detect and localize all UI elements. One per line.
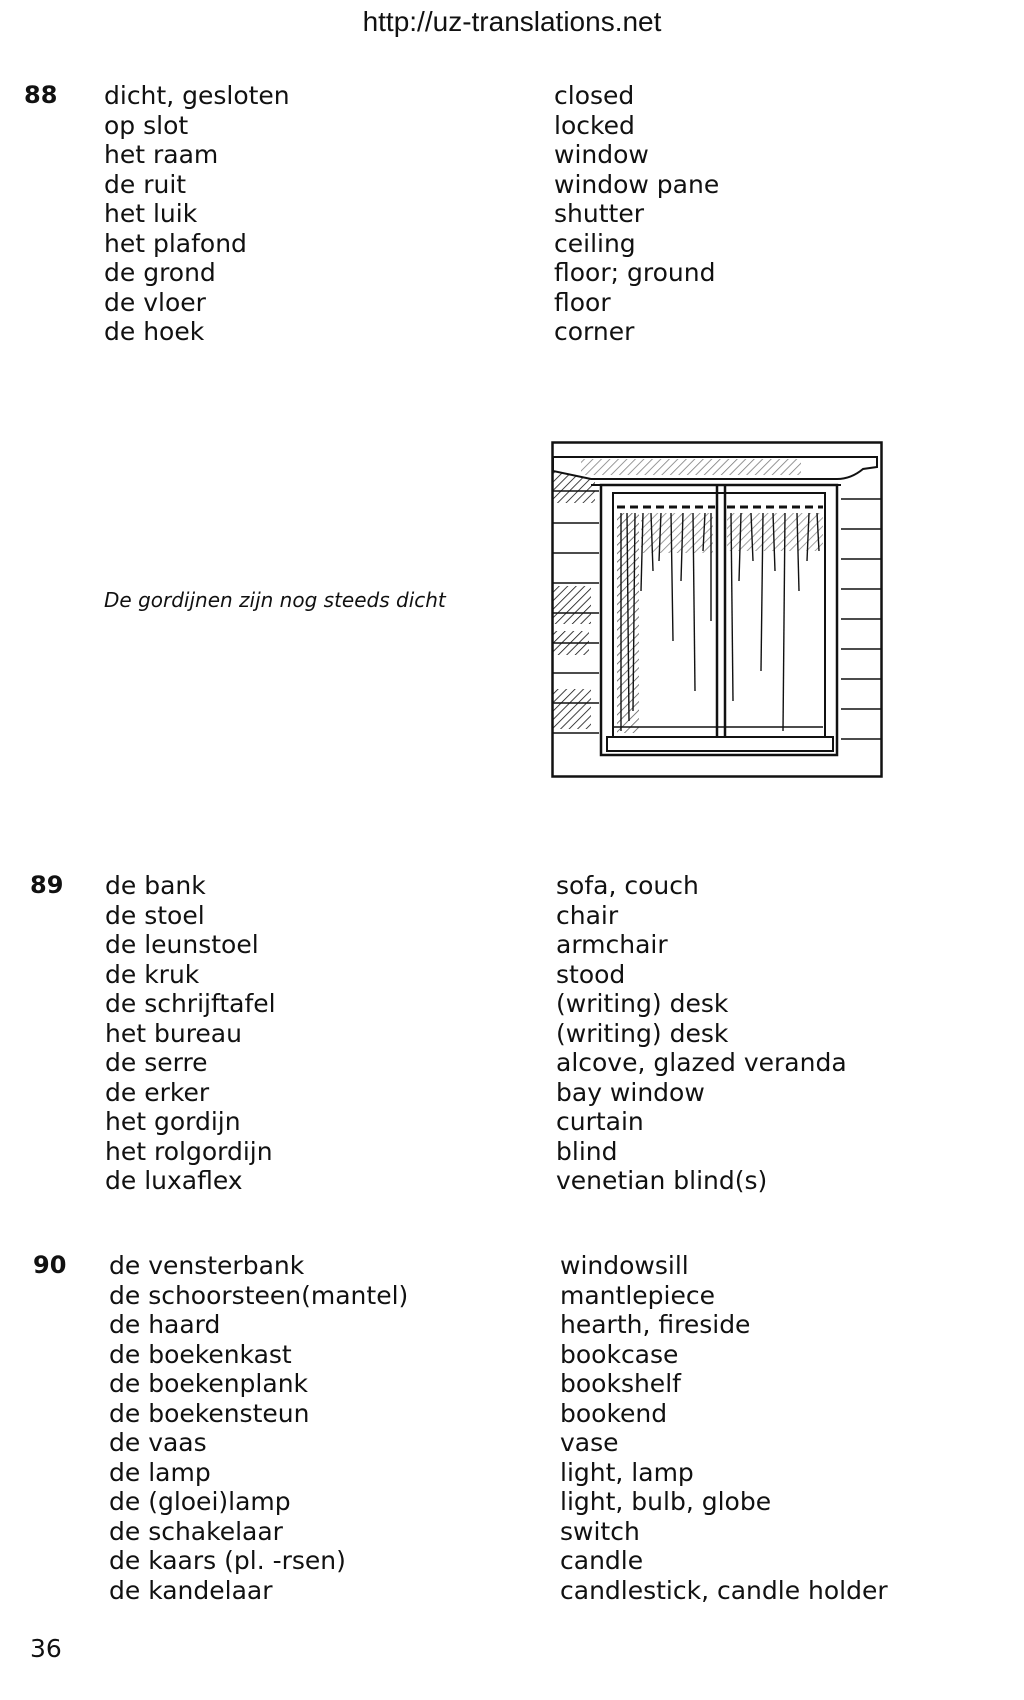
vocab-entry	[0, 1078, 1024, 1108]
page-number: 36	[30, 1634, 62, 1663]
vocab-entry	[0, 1281, 1024, 1311]
english-translation: vase	[560, 1428, 619, 1457]
vocab-section-89	[0, 871, 1024, 1196]
english-translation: ceiling	[554, 228, 636, 258]
english-translation: chair	[556, 900, 619, 930]
vocab-entry	[0, 1546, 1024, 1576]
english-translation: mantlepiece	[560, 1280, 715, 1310]
dutch-term: de grond	[104, 258, 216, 287]
section-number: 88	[24, 81, 58, 109]
english-translation: corner	[554, 317, 635, 346]
vocab-entry	[0, 1576, 1024, 1606]
dutch-term: de schrijftafel	[105, 989, 276, 1018]
dutch-term: de ruit	[104, 169, 187, 199]
vocab-entry	[0, 1458, 1024, 1488]
vocab-entry	[0, 871, 1024, 901]
english-translation: floor	[554, 287, 611, 317]
dutch-term: de bank	[105, 871, 206, 900]
dutch-term: de lamp	[109, 1457, 211, 1487]
english-translation: window pane	[554, 169, 720, 199]
vocab-entry	[0, 1340, 1024, 1370]
dutch-term: de leunstoel	[105, 930, 259, 959]
vocab-entry	[0, 1166, 1024, 1196]
dutch-term: de vloer	[104, 287, 206, 317]
vocab-entry	[0, 1019, 1024, 1049]
english-translation: floor; ground	[554, 258, 716, 287]
dutch-term: de boekenplank	[109, 1369, 309, 1398]
english-translation: blind	[556, 1136, 618, 1166]
vocab-entry	[0, 111, 1024, 141]
vocab-entry	[0, 258, 1024, 288]
vocab-section-90	[0, 1251, 1024, 1605]
vocab-entry	[0, 1487, 1024, 1517]
dutch-term: het gordijn	[105, 1107, 241, 1136]
dutch-term: dicht, gesloten	[104, 81, 290, 110]
dutch-term: het bureau	[105, 1018, 242, 1048]
english-translation: closed	[554, 81, 635, 110]
dutch-term: de vaas	[109, 1428, 207, 1457]
english-translation: stood	[556, 959, 626, 989]
english-translation: bay window	[556, 1077, 705, 1107]
window-curtains-illustration	[551, 441, 883, 778]
section-number: 90	[33, 1251, 67, 1279]
vocab-entry	[0, 81, 1024, 111]
vocab-entry	[0, 288, 1024, 318]
english-translation: sofa, couch	[556, 871, 699, 900]
vocab-entry	[0, 1428, 1024, 1458]
illustration-caption: De gordijnen zijn nog steeds dicht	[104, 588, 446, 612]
vocab-entry	[0, 229, 1024, 259]
english-translation: light, bulb, globe	[560, 1487, 772, 1516]
english-translation: (writing) desk	[556, 1018, 729, 1048]
dutch-term: de luxaflex	[105, 1166, 243, 1195]
vocab-entry	[0, 989, 1024, 1019]
vocab-entry	[0, 1137, 1024, 1167]
vocab-entry	[0, 1369, 1024, 1399]
dutch-term: de boekenkast	[109, 1339, 292, 1369]
section-number: 89	[30, 871, 64, 899]
english-translation: switch	[560, 1516, 640, 1546]
vocab-entry	[0, 960, 1024, 990]
vocab-entry	[0, 1517, 1024, 1547]
vocab-entry	[0, 170, 1024, 200]
dutch-term: de vensterbank	[109, 1251, 305, 1280]
english-translation: shutter	[554, 199, 644, 228]
dutch-term: de boekensteun	[109, 1398, 310, 1428]
english-translation: (writing) desk	[556, 989, 729, 1018]
dutch-term: de schakelaar	[109, 1516, 283, 1546]
vocab-entry	[0, 1310, 1024, 1340]
english-translation: window	[554, 140, 649, 169]
header-url: http://uz-translations.net	[362, 6, 662, 37]
dutch-term: de serre	[105, 1048, 208, 1077]
vocab-section-88	[0, 81, 1024, 347]
english-translation: light, lamp	[560, 1457, 694, 1487]
english-translation: bookcase	[560, 1339, 679, 1369]
dutch-term: de haard	[109, 1310, 221, 1339]
vocab-entry	[0, 317, 1024, 347]
english-translation: armchair	[556, 930, 668, 959]
english-translation: hearth, fireside	[560, 1310, 751, 1339]
english-translation: bookshelf	[560, 1369, 681, 1398]
dutch-term: de (gloei)lamp	[109, 1487, 291, 1516]
dutch-term: de hoek	[104, 317, 205, 346]
dutch-term: het raam	[104, 140, 219, 169]
english-translation: windowsill	[560, 1251, 689, 1280]
vocab-entry	[0, 199, 1024, 229]
vocab-entry	[0, 1399, 1024, 1429]
vocab-entry	[0, 930, 1024, 960]
dutch-term: de kandelaar	[109, 1575, 273, 1605]
english-translation: locked	[554, 110, 635, 140]
english-translation: candlestick, candle holder	[560, 1575, 888, 1605]
vocab-entry	[0, 1048, 1024, 1078]
dutch-term: het rolgordijn	[105, 1136, 273, 1166]
dutch-term: het plafond	[104, 228, 247, 258]
dutch-term: het luik	[104, 199, 198, 228]
dutch-term: de erker	[105, 1077, 210, 1107]
vocab-entry	[0, 901, 1024, 931]
english-translation: candle	[560, 1546, 644, 1575]
dutch-term: de kaars (pl. -rsen)	[109, 1546, 346, 1575]
dutch-term: de stoel	[105, 900, 205, 930]
dutch-term: de schoorsteen(mantel)	[109, 1280, 409, 1310]
dutch-term: op slot	[104, 110, 189, 140]
vocab-entry	[0, 140, 1024, 170]
vocab-entry	[0, 1107, 1024, 1137]
english-translation: bookend	[560, 1398, 668, 1428]
english-translation: curtain	[556, 1107, 644, 1136]
vocab-entry	[0, 1251, 1024, 1281]
dutch-term: de kruk	[105, 959, 200, 989]
english-translation: venetian blind(s)	[556, 1166, 768, 1195]
english-translation: alcove, glazed veranda	[556, 1048, 847, 1077]
